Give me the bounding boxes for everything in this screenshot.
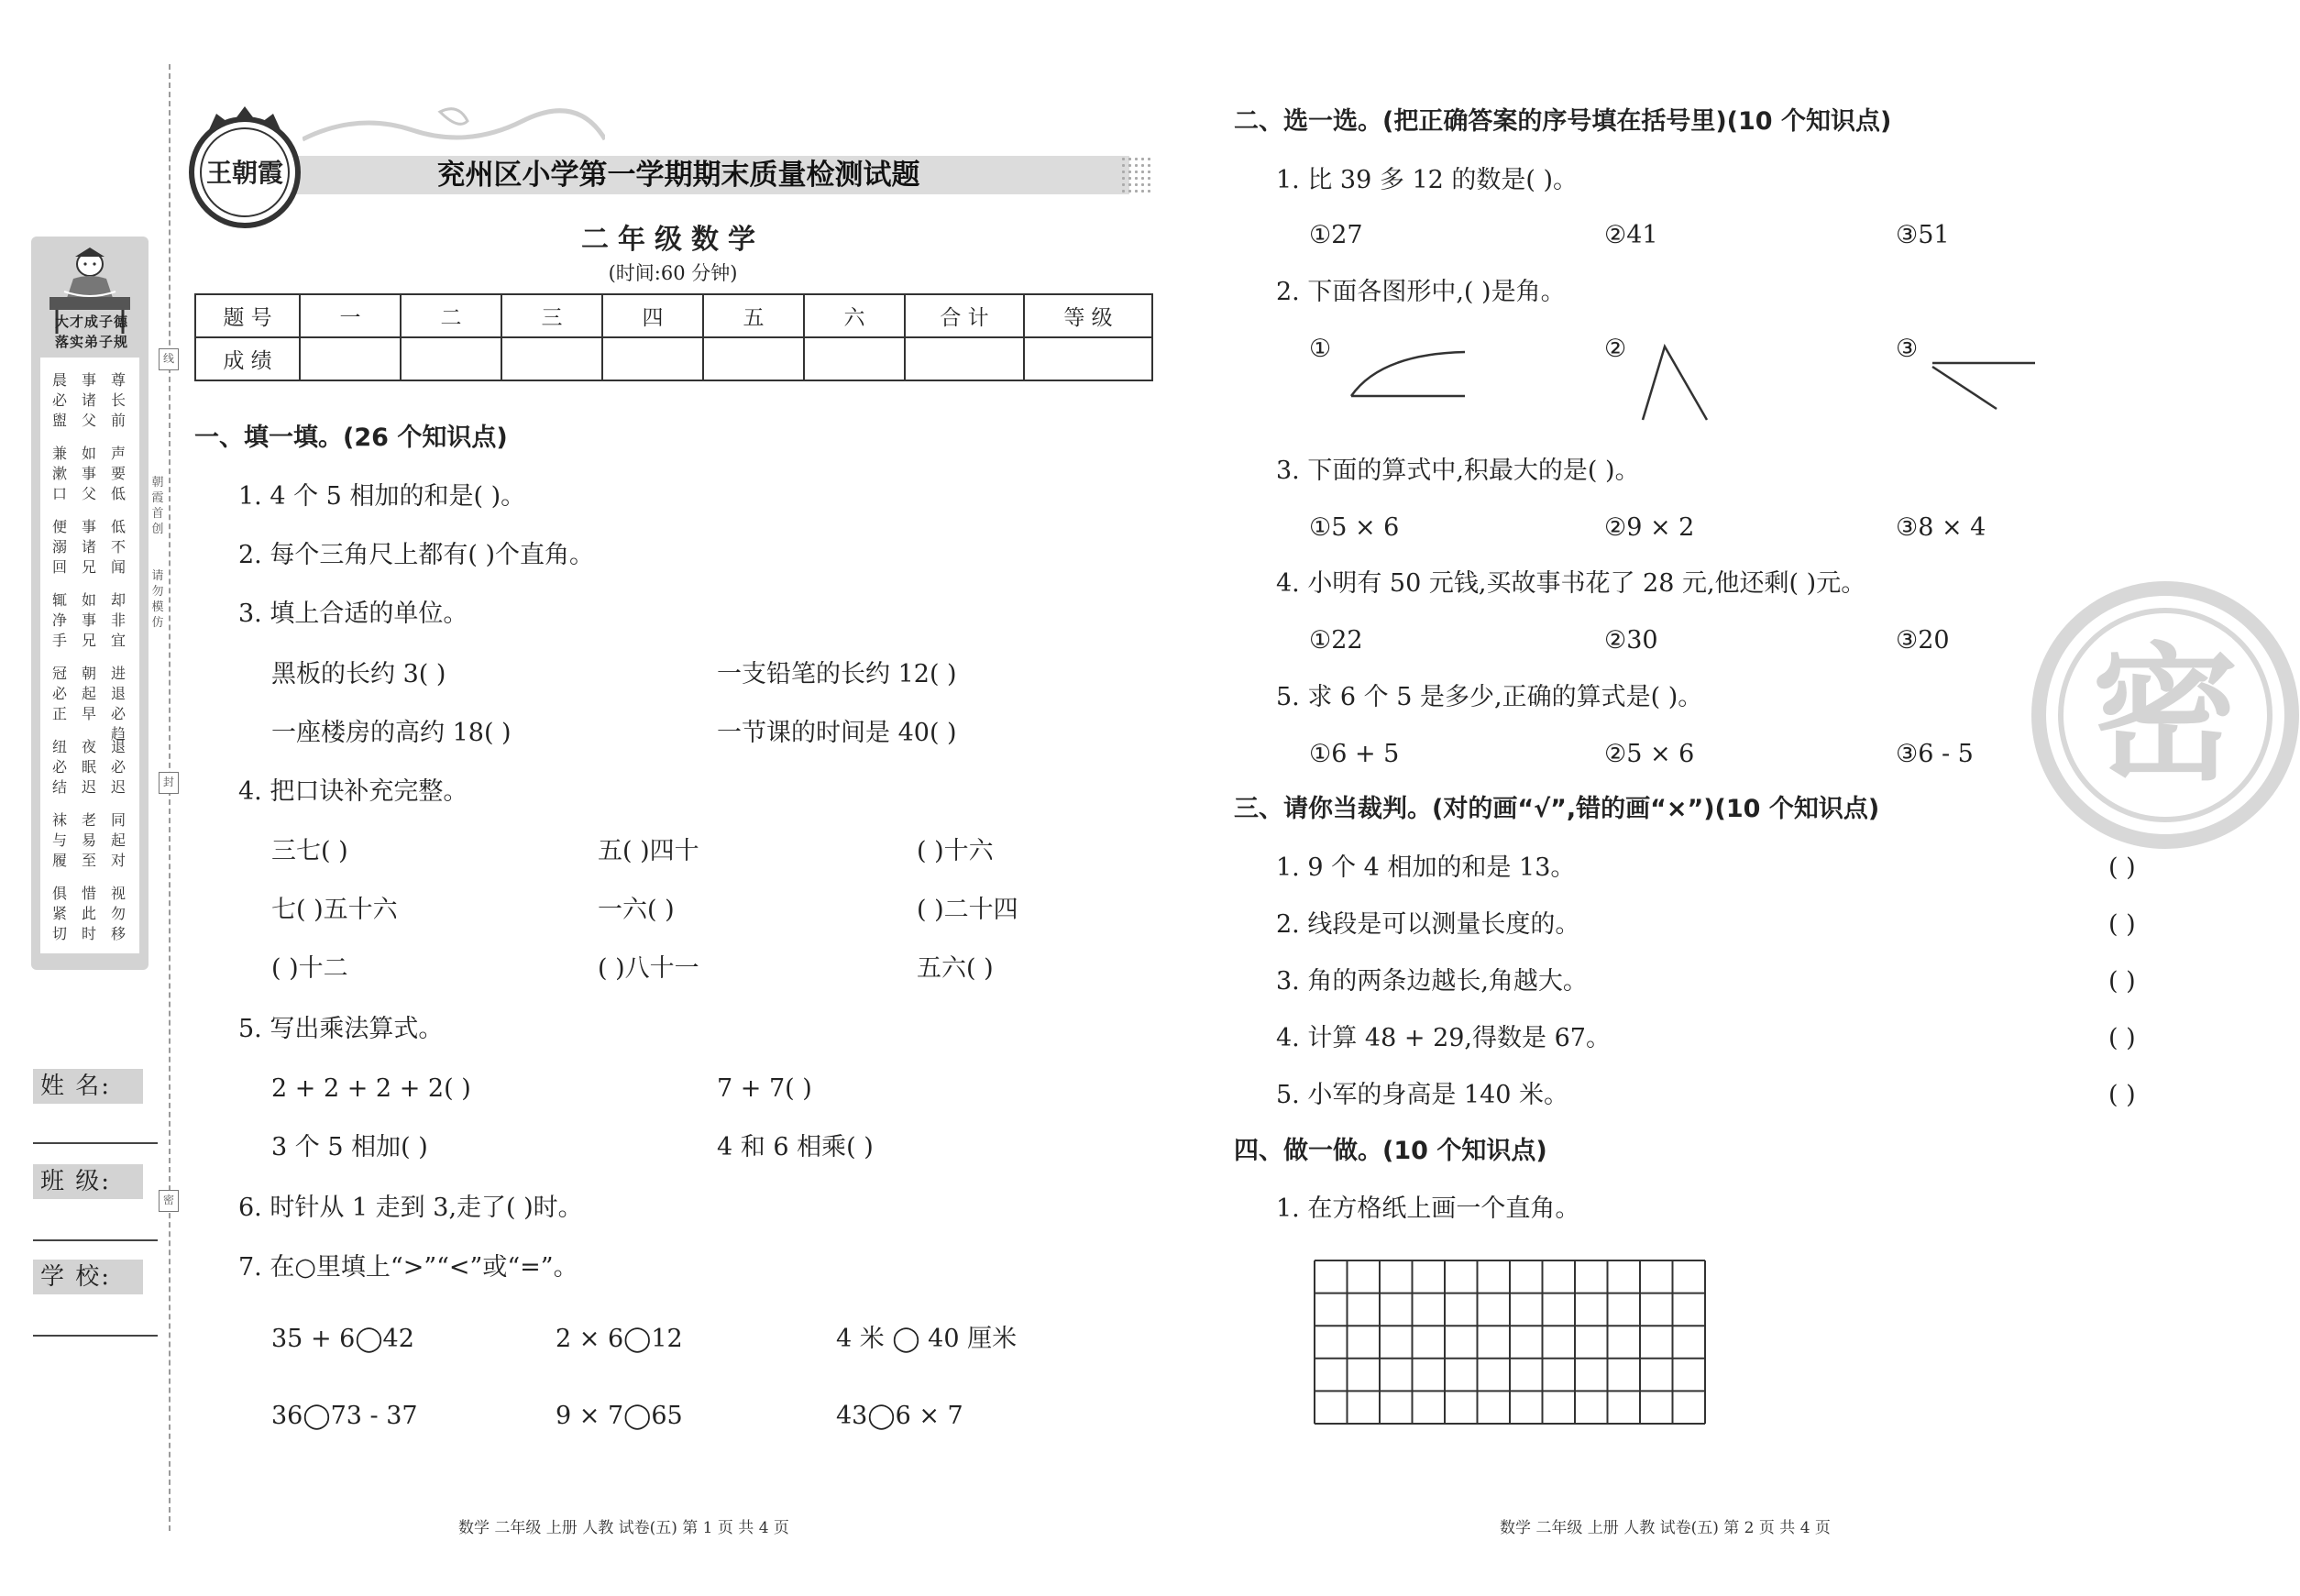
s1-q7-compare: 2 × 6◯12 <box>556 1325 683 1353</box>
cut-mark-line: 线 <box>159 348 179 370</box>
s2-question-2: 2. 下面各图形中,( )是角。 <box>1276 278 1566 306</box>
s3-statement: 5. 小军的身高是 140 米。 <box>1276 1081 1569 1109</box>
motto-poem-phrase: 事诸兄 <box>81 518 96 576</box>
s1-q4-item: 一六( ) <box>598 896 675 924</box>
score-cell: 题 号 <box>195 294 300 337</box>
class-label: 班 级: <box>33 1164 143 1199</box>
s2-question-4: 4. 小明有 50 元钱,买故事书花了 28 元,他还剩( )元。 <box>1276 569 1866 598</box>
s1-question-5: 5. 写出乘法算式。 <box>238 1015 444 1043</box>
s3-answer-blank[interactable]: ( ) <box>2108 967 2136 996</box>
class-line[interactable] <box>33 1239 158 1241</box>
s1-q3-lesson: 一节课的时间是 40( ) <box>717 719 957 747</box>
s2-q2-option[interactable]: ② <box>1604 335 1627 363</box>
s1-q5-three-fives: 3 个 5 相加( ) <box>271 1133 428 1161</box>
s1-q4-item: 七( )五十六 <box>271 896 398 924</box>
s1-question-2: 2. 每个三角尺上都有( )个直角。 <box>238 541 594 569</box>
score-input-cell[interactable] <box>804 337 905 380</box>
score-cell: 四 <box>602 294 703 337</box>
s2-q4-option[interactable]: ①22 <box>1309 626 1363 655</box>
s2-q3-option[interactable]: ②9 × 2 <box>1604 513 1695 542</box>
s2-q3-option[interactable]: ③8 × 4 <box>1896 513 1986 542</box>
side-note-no-copy: 请勿模仿 <box>151 569 164 630</box>
name-label: 姓 名: <box>33 1069 143 1104</box>
motto-poem-phrase: 如事兄 <box>81 591 96 649</box>
motto-poem-phrase: 声要低 <box>110 445 126 502</box>
curve-shape-icon <box>1344 341 1472 402</box>
motto-poem-phrase: 退必迟 <box>110 738 126 796</box>
s2-question-3: 3. 下面的算式中,积最大的是( )。 <box>1276 457 1640 485</box>
s2-q1-option[interactable]: ③51 <box>1896 221 1950 249</box>
secret-seal-watermark <box>2028 578 2300 853</box>
name-line[interactable] <box>33 1142 158 1144</box>
s3-answer-blank[interactable]: ( ) <box>2108 1024 2136 1052</box>
score-input-cell[interactable] <box>602 337 703 380</box>
s1-q4-item: ( )八十一 <box>598 954 699 983</box>
s2-q2-option[interactable]: ③ <box>1896 335 1919 363</box>
logo-text: 王朝霞 <box>205 158 284 188</box>
motto-poem-phrase: 尊长前 <box>110 371 126 429</box>
footer-page-1: 数学 二年级 上册 人教 试卷(五) 第 1 页 共 4 页 <box>458 1519 789 1537</box>
s3-answer-blank[interactable]: ( ) <box>2108 853 2136 882</box>
school-line[interactable] <box>33 1335 158 1337</box>
motto-title-line-2: 落实弟子规 <box>54 334 128 350</box>
motto-poem-phrase: 视勿移 <box>110 885 126 942</box>
s3-statement: 3. 角的两条边越长,角越大。 <box>1276 967 1588 996</box>
seal-text: 密 <box>2091 629 2239 800</box>
school-label: 学 校: <box>33 1260 143 1294</box>
lines-shape-icon <box>1929 352 2048 413</box>
motto-poem-phrase: 老易至 <box>81 811 96 869</box>
binding-dashed-line <box>169 64 171 1531</box>
motto-poem-phrase: 事诸父 <box>81 371 96 429</box>
motto-poem-phrase: 同起对 <box>110 811 126 869</box>
s3-answer-blank[interactable]: ( ) <box>2108 910 2136 939</box>
s2-q5-option[interactable]: ②5 × 6 <box>1604 740 1695 768</box>
score-input-cell[interactable] <box>1024 337 1152 380</box>
s1-q5-four-times-six: 4 和 6 相乘( ) <box>717 1133 874 1161</box>
s2-q1-option[interactable]: ②41 <box>1604 221 1658 249</box>
s1-q4-item: 五六( ) <box>917 954 994 983</box>
subject-title: 二年级数学 <box>581 224 765 256</box>
score-input-cell[interactable] <box>703 337 804 380</box>
score-cell: 合 计 <box>905 294 1024 337</box>
s3-statement: 2. 线段是可以测量长度的。 <box>1276 910 1580 939</box>
motto-poem-phrase: 纽必结 <box>51 738 67 796</box>
s2-q2-option[interactable]: ① <box>1309 335 1332 363</box>
s1-q4-item: ( )十二 <box>271 954 348 983</box>
s1-q3-pencil: 一支铅笔的长约 12( ) <box>717 660 957 688</box>
score-table-header-row <box>195 294 1152 337</box>
s1-question-3: 3. 填上合适的单位。 <box>238 600 468 628</box>
score-cell: 二 <box>401 294 501 337</box>
section-1-title: 一、填一填。(26 个知识点) <box>194 424 508 452</box>
score-input-cell[interactable] <box>501 337 602 380</box>
s1-question-4: 4. 把口诀补充完整。 <box>238 777 468 806</box>
motto-poem-phrase: 如事父 <box>81 445 96 502</box>
s1-q4-item: 三七( ) <box>271 837 348 865</box>
section-3-title: 三、请你当裁判。(对的画“√”,错的画“×”)(10 个知识点) <box>1234 795 1880 823</box>
motto-poem-phrase: 俱紧切 <box>51 885 67 942</box>
score-cell: 一 <box>300 294 401 337</box>
s1-q7-compare: 4 米 ◯ 40 厘米 <box>836 1325 1018 1353</box>
brand-logo <box>180 101 310 231</box>
s2-q5-option[interactable]: ①6 + 5 <box>1309 740 1400 768</box>
motto-poem-phrase: 低不闻 <box>110 518 126 576</box>
grid-paper[interactable] <box>1313 1259 1707 1425</box>
ribbon-decoration <box>303 103 605 158</box>
score-table-score-row <box>195 337 1152 380</box>
score-cell: 五 <box>703 294 804 337</box>
s1-q4-item: ( )二十四 <box>917 896 1018 924</box>
score-cell: 成 绩 <box>195 337 300 380</box>
side-note-original: 朝霞首创 <box>151 476 164 536</box>
s2-q5-option[interactable]: ③6 - 5 <box>1896 740 1974 768</box>
motto-poem-phrase: 辄净手 <box>51 591 67 649</box>
section-2-title: 二、选一选。(把正确答案的序号填在括号里)(10 个知识点) <box>1234 107 1892 136</box>
s2-q3-option[interactable]: ①5 × 6 <box>1309 513 1400 542</box>
motto-poem-phrase: 夜眠迟 <box>81 738 96 796</box>
s3-answer-blank[interactable]: ( ) <box>2108 1081 2136 1109</box>
cut-mark-seal: 封 <box>159 772 179 794</box>
s1-q5-addition-2: 2 + 2 + 2 + 2( ) <box>271 1074 471 1103</box>
s4-question-1: 1. 在方格纸上画一个直角。 <box>1276 1194 1580 1223</box>
s1-q4-item: ( )十六 <box>917 837 994 865</box>
score-table <box>194 293 1153 381</box>
footer-page-2: 数学 二年级 上册 人教 试卷(五) 第 2 页 共 4 页 <box>1500 1519 1831 1537</box>
motto-title-line-1: 大才成子德 <box>54 314 128 330</box>
s1-q7-compare: 36◯73 - 37 <box>271 1402 418 1430</box>
s1-question-7: 7. 在○里填上“>”“<”或“=”。 <box>238 1253 578 1282</box>
s3-statement: 4. 计算 48 + 29,得数是 67。 <box>1276 1024 1611 1052</box>
s2-question-5: 5. 求 6 个 5 是多少,正确的算式是( )。 <box>1276 683 1703 711</box>
motto-poem-phrase: 便溺回 <box>51 518 67 576</box>
score-cell: 六 <box>804 294 905 337</box>
score-input-cell[interactable] <box>300 337 401 380</box>
section-4-title: 四、做一做。(10 个知识点) <box>1234 1137 1547 1165</box>
score-cell: 三 <box>501 294 602 337</box>
s1-q3-building: 一座楼房的高约 18( ) <box>271 719 512 747</box>
s1-q7-compare: 35 + 6◯42 <box>271 1325 414 1353</box>
motto-poem-phrase: 惜此时 <box>81 885 96 942</box>
motto-poem-phrase: 袜与履 <box>51 811 67 869</box>
exam-title: 兖州区小学第一学期期末质量检测试题 <box>436 159 920 192</box>
motto-poem-phrase: 兼漱口 <box>51 445 67 502</box>
s1-q3-blackboard: 黑板的长约 3( ) <box>271 660 446 688</box>
s1-q7-compare: 9 × 7◯65 <box>556 1402 683 1430</box>
cut-mark-secret: 密 <box>159 1190 179 1212</box>
motto-poem-phrase: 朝起早 <box>81 665 96 722</box>
s2-q4-option[interactable]: ②30 <box>1604 626 1658 655</box>
s1-question-1: 1. 4 个 5 相加的和是( )。 <box>238 482 526 511</box>
s3-statement: 1. 9 个 4 相加的和是 13。 <box>1276 853 1576 882</box>
s2-question-1: 1. 比 39 多 12 的数是( )。 <box>1276 166 1579 194</box>
s1-q5-addition-7: 7 + 7( ) <box>717 1074 812 1103</box>
score-input-cell[interactable] <box>905 337 1024 380</box>
exam-duration: (时间:60 分钟) <box>608 262 738 284</box>
motto-poem-phrase: 却非宜 <box>110 591 126 649</box>
s1-question-6: 6. 时针从 1 走到 3,走了( )时。 <box>238 1194 583 1222</box>
s2-q1-option[interactable]: ①27 <box>1309 221 1363 249</box>
angle-shape-icon <box>1639 343 1722 425</box>
s2-q4-option[interactable]: ③20 <box>1896 626 1950 655</box>
s1-q4-item: 五( )四十 <box>598 837 699 865</box>
motto-poem-phrase: 进退必趋 <box>110 665 126 743</box>
motto-title <box>39 312 145 352</box>
motto-poem-phrase: 冠必正 <box>51 665 67 722</box>
banner-dot-pattern <box>1120 156 1151 194</box>
score-input-cell[interactable] <box>401 337 501 380</box>
score-cell: 等 级 <box>1024 294 1152 337</box>
motto-poem-phrase: 晨必盥 <box>51 371 67 429</box>
s1-q7-compare: 43◯6 × 7 <box>836 1402 963 1430</box>
